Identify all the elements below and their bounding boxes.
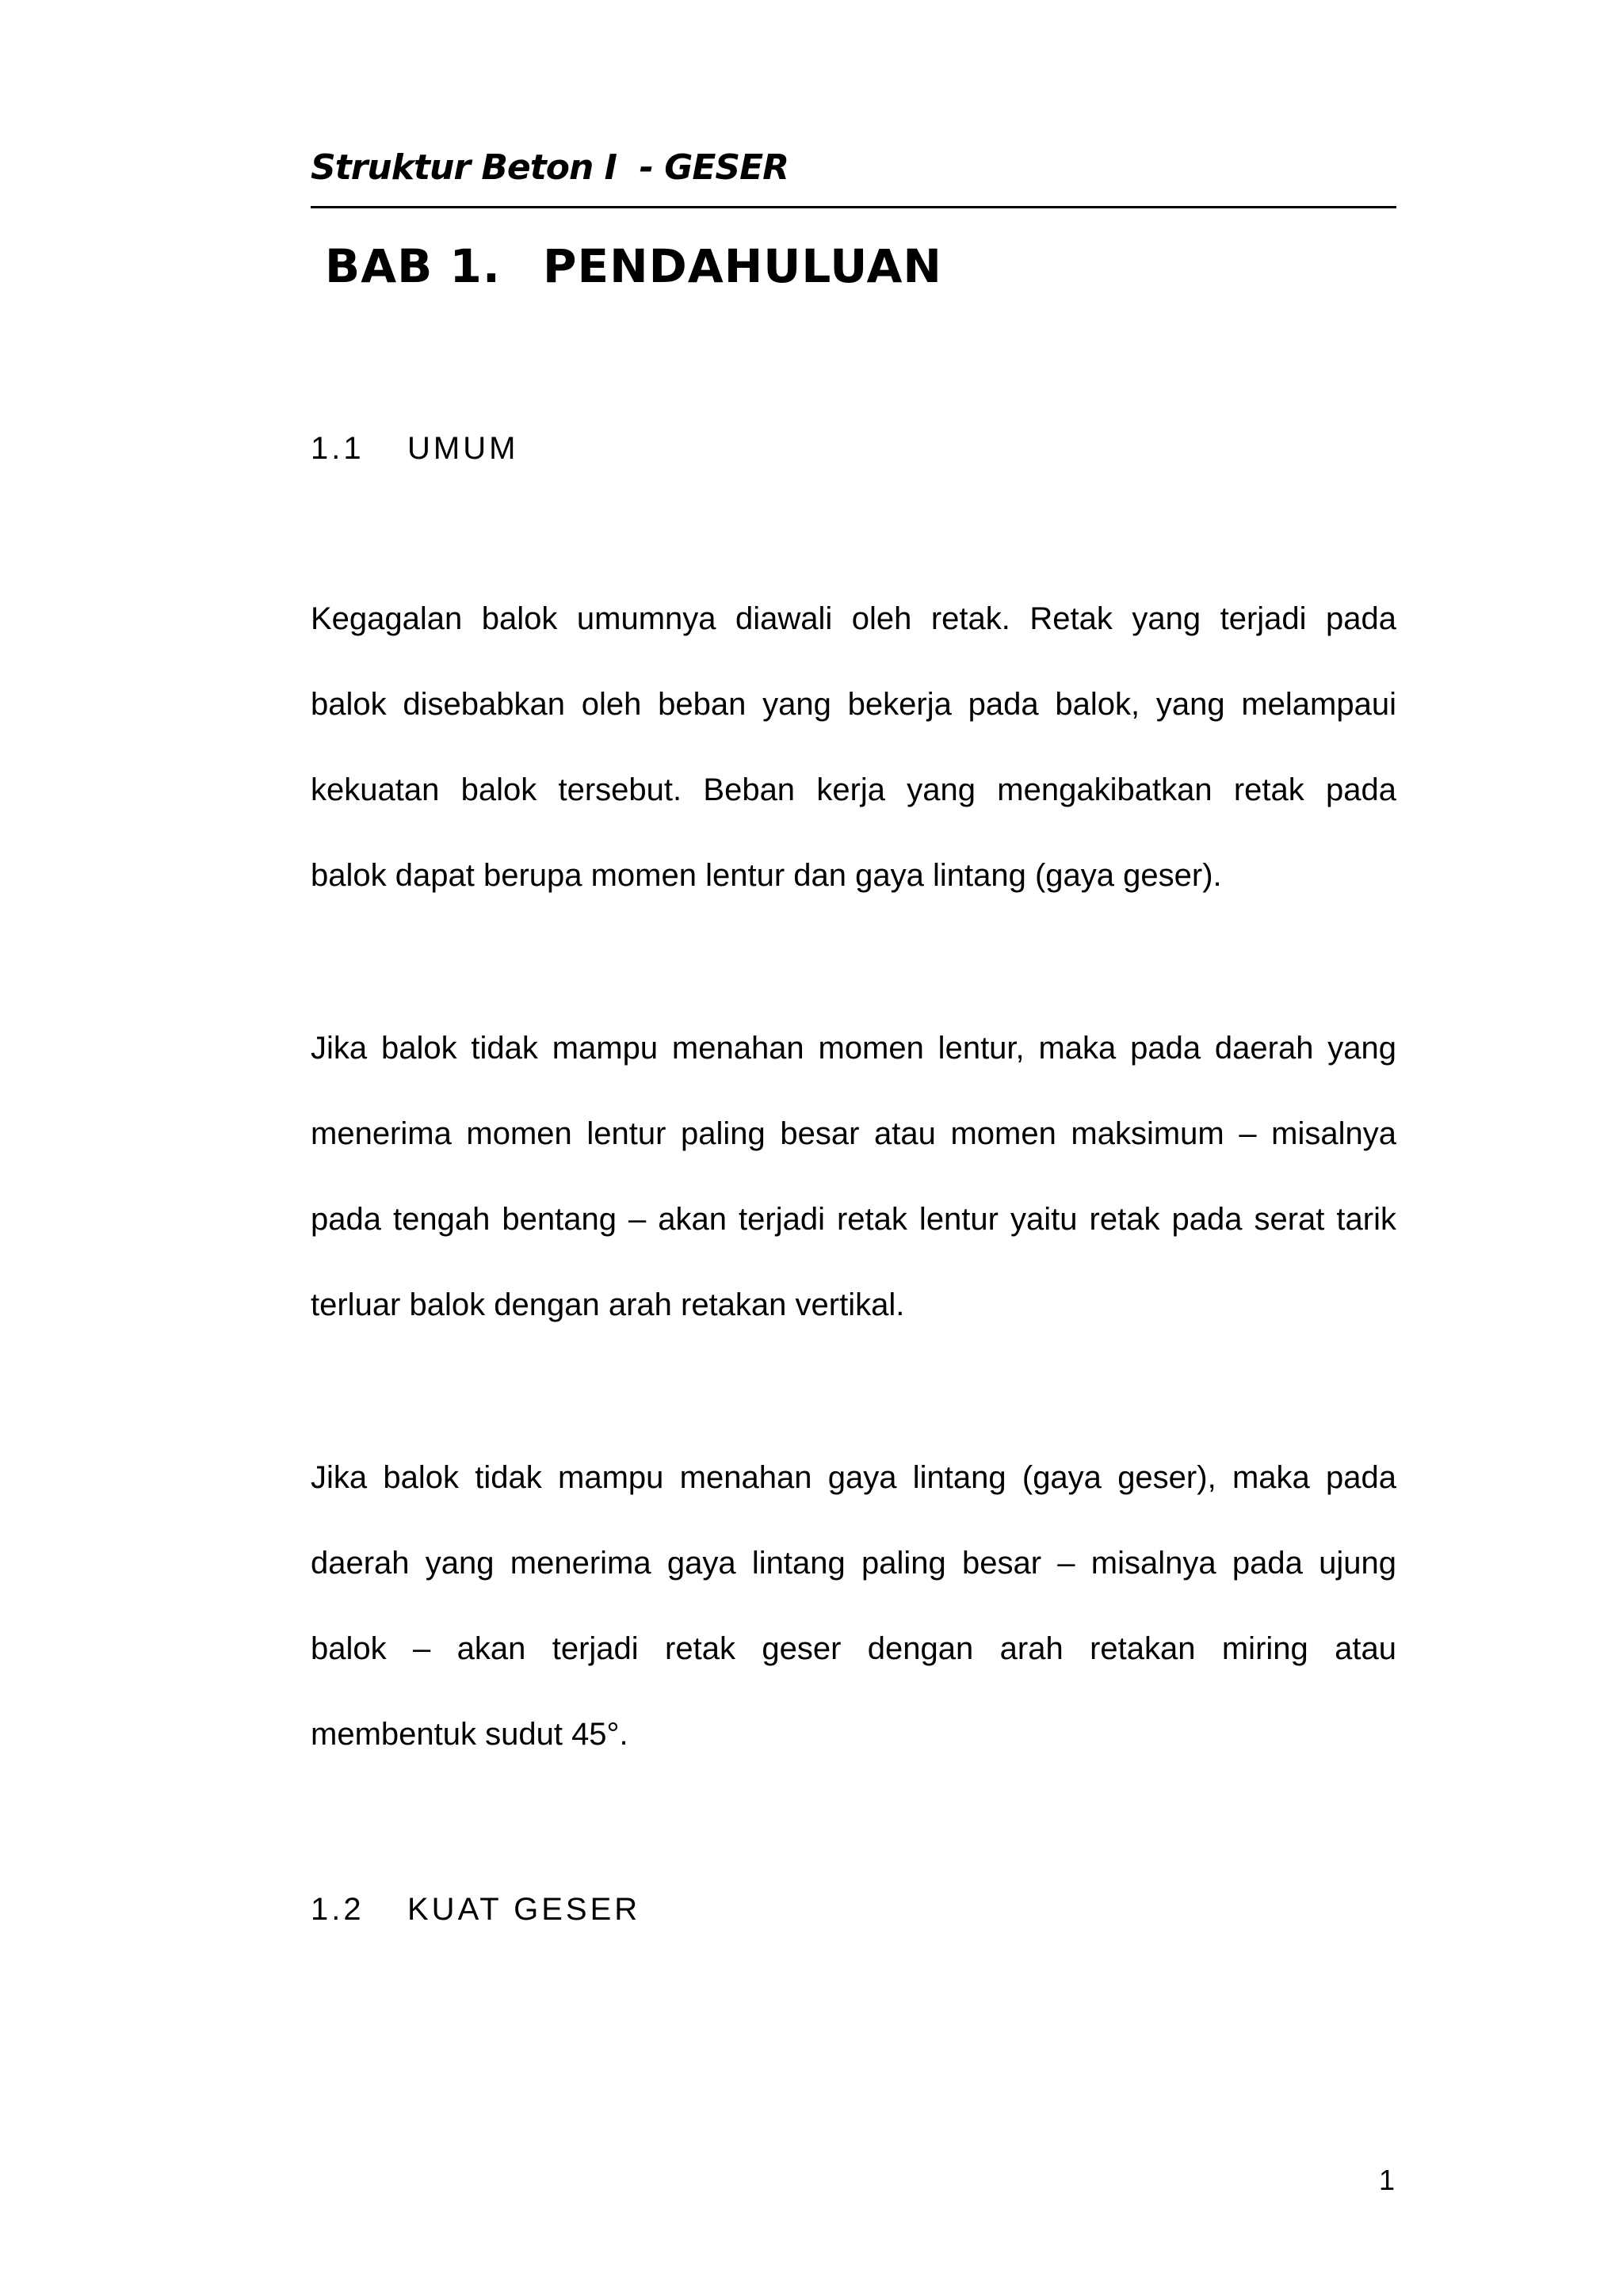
paragraph-line: Kegagalan balok umumnya diawali oleh retak. Retak yang terjadi pada [311,601,1396,636]
chapter-title [325,235,942,298]
section-heading-kuat-geser [311,1887,640,1932]
header-rule [311,206,1396,208]
paragraph-line: terluar balok dengan arah retakan vertikal. [311,1287,905,1322]
paragraph-2 [311,1028,1396,1371]
page-number: 1 [1378,2164,1395,2196]
paragraph-line: membentuk sudut 45°. [311,1717,628,1752]
section-heading-umum [311,426,518,471]
section-title: KUAT GESER [407,1892,641,1927]
paragraph-line: pada tengah bentang – akan terjadi retak lentur yaitu retak pada serat tarik [311,1202,1396,1237]
paragraph-3 [311,1458,1396,1800]
paragraph-1 [311,599,1396,941]
section-title: UMUM [407,431,519,466]
paragraph-line: Jika balok tidak mampu menahan gaya lintang (gaya geser), maka pada [311,1460,1396,1495]
paragraph-line: kekuatan balok tersebut. Beban kerja yang mengakibatkan retak pada [311,772,1396,807]
paragraph-line: Jika balok tidak mampu menahan momen lentur, maka pada daerah yang [311,1031,1396,1066]
section-number: 1.2 [311,1892,365,1927]
paragraph-line: daerah yang menerima gaya lintang paling besar – misalnya pada ujung [311,1546,1396,1581]
chapter-number: BAB 1. [325,239,501,293]
paragraph-line: balok – akan terjadi retak geser dengan arah retakan miring atau [311,1631,1396,1666]
running-header: Struktur Beton I - GESER [311,147,789,188]
section-number: 1.1 [311,431,365,466]
paragraph-line: balok dapat berupa momen lentur dan gaya lintang (gaya geser). [311,858,1222,893]
paragraph-line: balok disebabkan oleh beban yang bekerja pada balok, yang melampaui [311,687,1396,722]
paragraph-line: menerima momen lentur paling besar atau momen maksimum – misalnya [311,1116,1396,1151]
chapter-name: PENDAHULUAN [543,239,942,293]
